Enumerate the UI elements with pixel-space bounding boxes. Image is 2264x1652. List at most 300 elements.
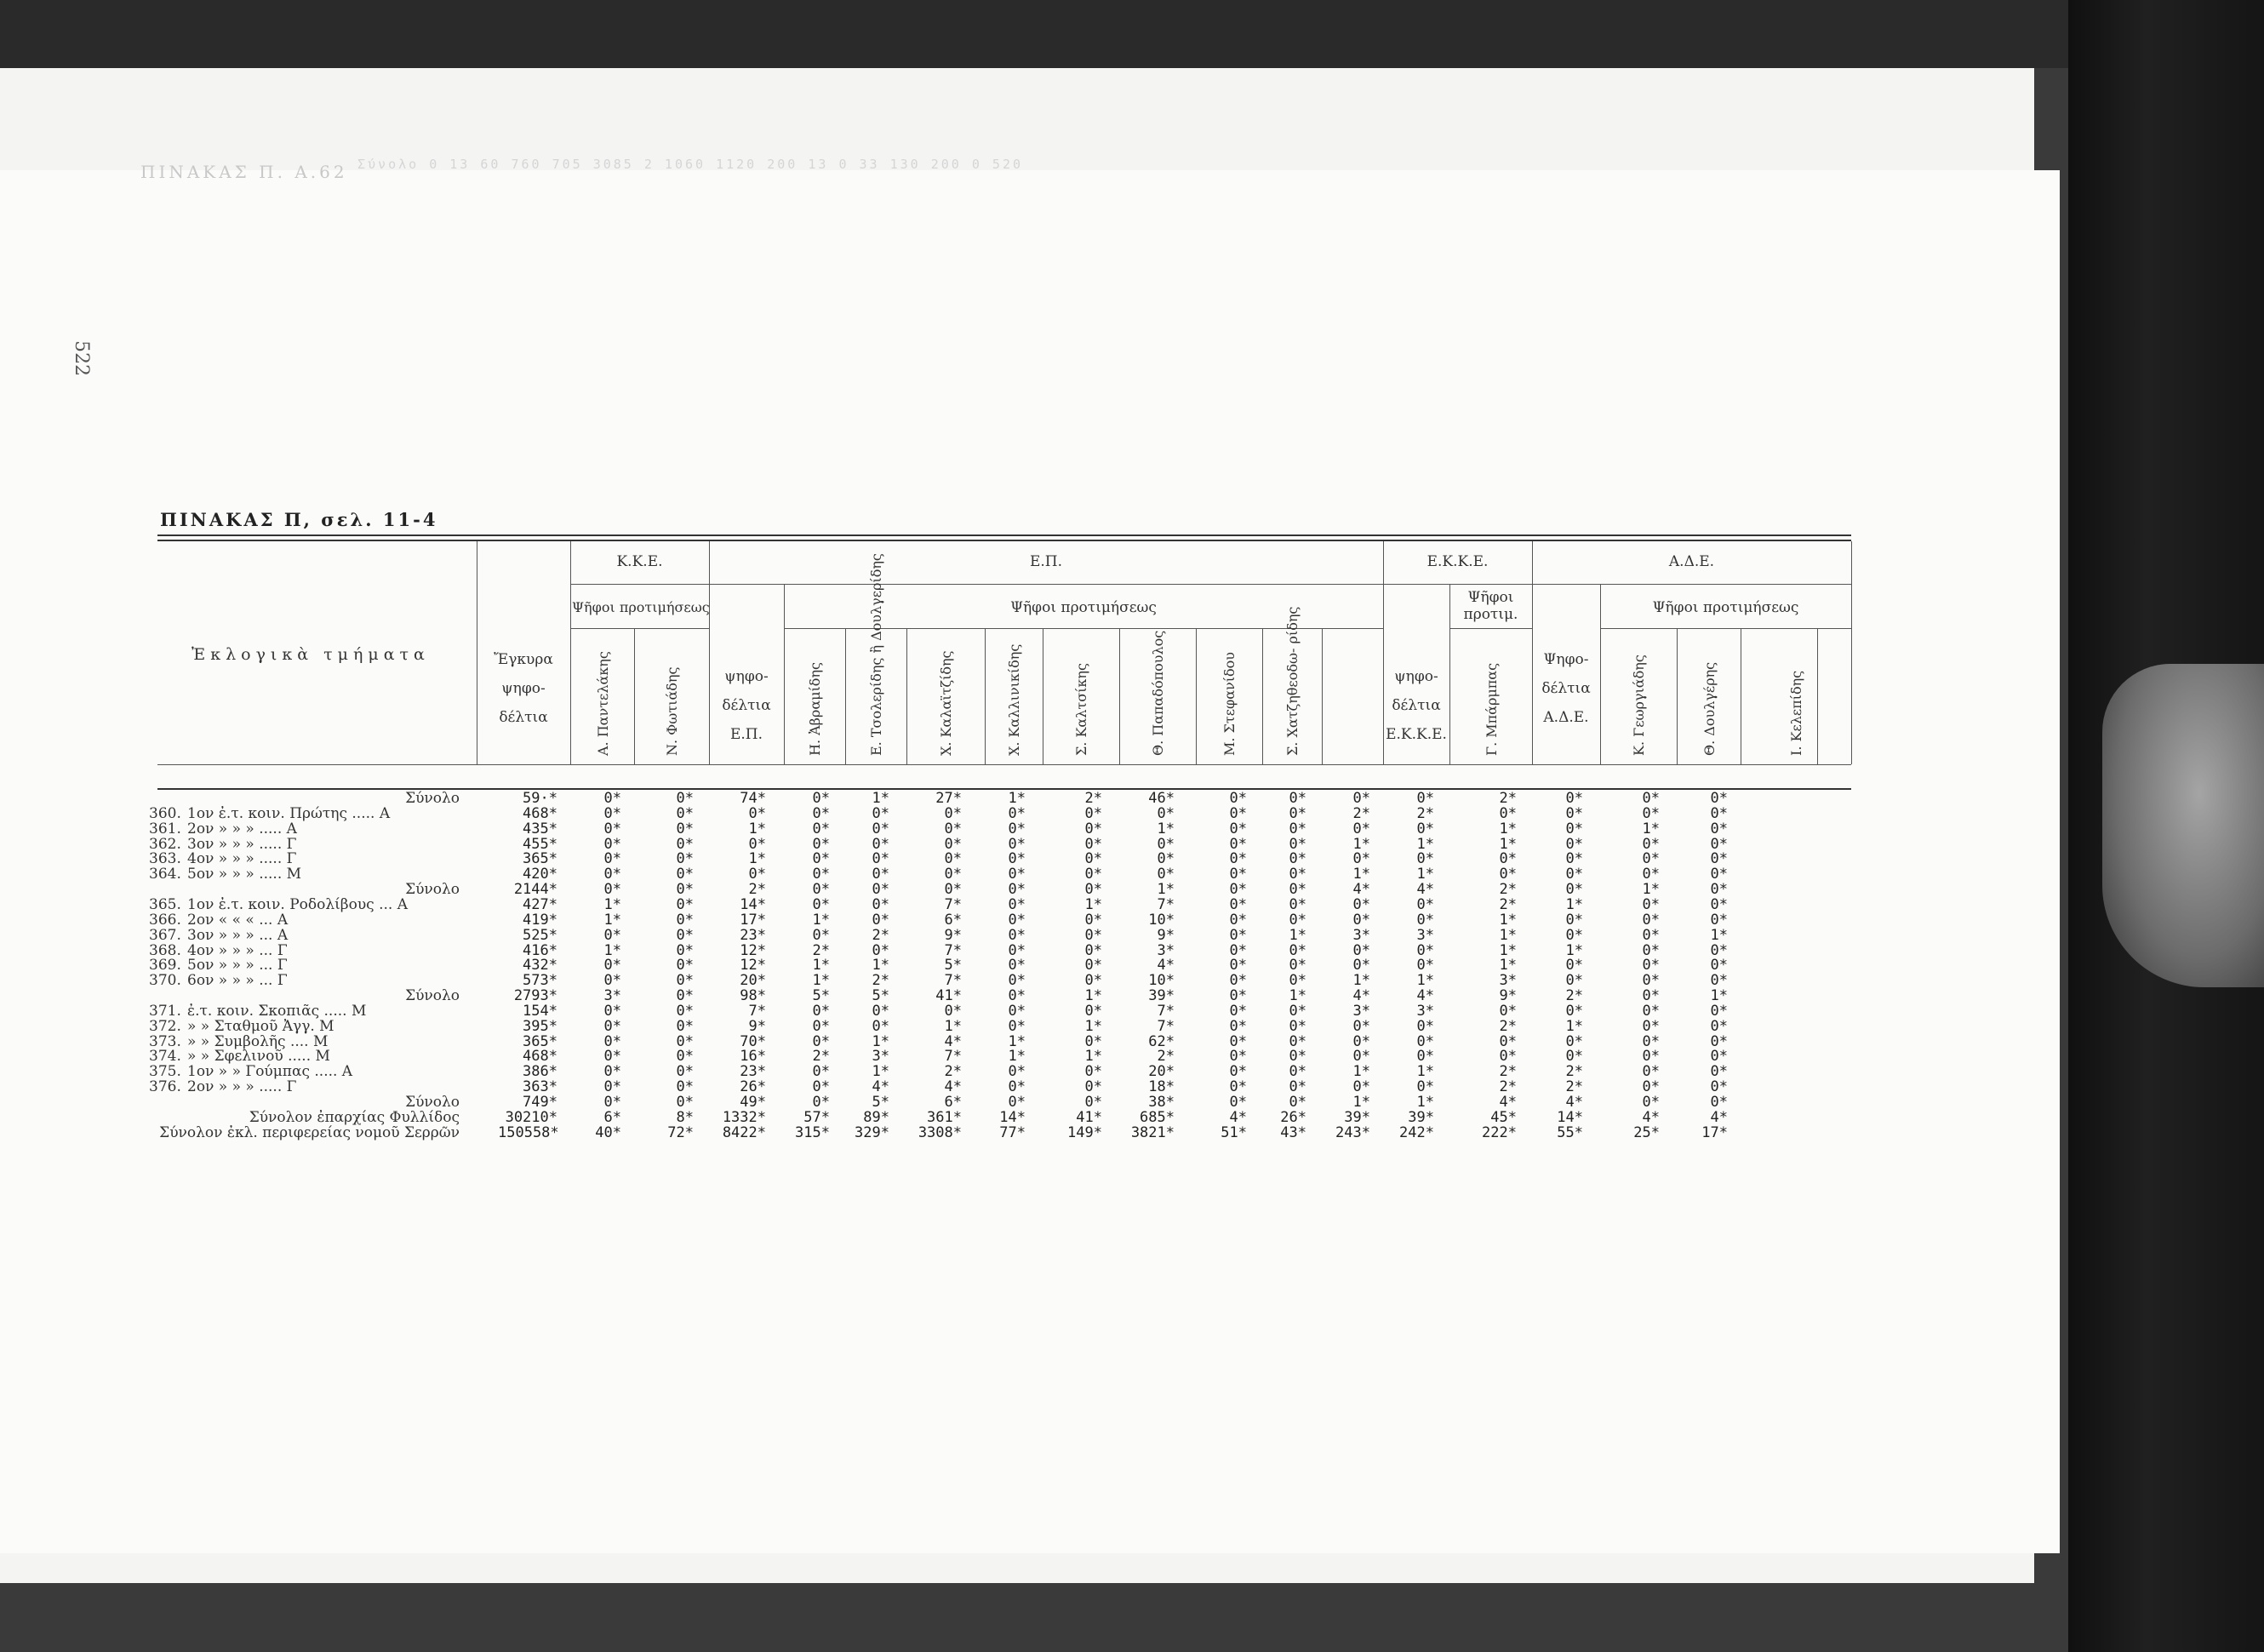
table-row xyxy=(149,835,1860,853)
cell-value: 3* xyxy=(1416,1002,1434,1020)
cell-value: 0* xyxy=(812,926,830,944)
cell-value: 0* xyxy=(676,926,694,944)
cell-value: 0* xyxy=(812,1078,830,1096)
cell-value: 5* xyxy=(872,1094,889,1111)
total-label: Σύνολον ἐπαρχίας Φυλλίδος xyxy=(249,1108,460,1126)
cell-value: 2* xyxy=(1499,895,1517,913)
row-number: 375. xyxy=(149,1063,181,1081)
cell-value: 0* xyxy=(1229,987,1247,1005)
cell-value: 386* xyxy=(523,1063,557,1081)
cell-value: 0* xyxy=(603,1063,621,1081)
cell-value: 0* xyxy=(1084,820,1102,837)
cell-value: 0* xyxy=(603,835,621,853)
cell-value: 525* xyxy=(523,926,557,944)
district-header: Ἐκλογικὰ τμήματα xyxy=(192,645,430,664)
cell-value: 0* xyxy=(944,804,962,822)
cell-value: 9* xyxy=(1157,926,1175,944)
cell-value: 0* xyxy=(1416,820,1434,837)
cell-value: 2* xyxy=(1352,804,1370,822)
candidate-header: Κ. Γεωργιάδης xyxy=(1631,655,1647,756)
cell-value: 0* xyxy=(603,972,621,990)
cell-value: 2* xyxy=(1416,804,1434,822)
cell-value: 0* xyxy=(1352,1048,1370,1066)
column-divider xyxy=(845,628,846,764)
cell-value: 9* xyxy=(748,1017,766,1035)
cell-value: 0* xyxy=(1710,972,1728,990)
cell-value: 12* xyxy=(740,941,766,959)
header-divider xyxy=(570,584,1851,585)
cell-value: 1* xyxy=(1416,835,1434,853)
cell-value: 5* xyxy=(812,987,830,1005)
cell-value: 0* xyxy=(1289,972,1306,990)
cell-value: 0* xyxy=(1565,820,1583,837)
row-number: 373. xyxy=(149,1032,181,1050)
cell-value: 0* xyxy=(1565,835,1583,853)
cell-value: 0* xyxy=(1289,881,1306,899)
cell-value: 0* xyxy=(1084,1002,1102,1020)
cell-value: 0* xyxy=(1565,790,1583,807)
cell-value: 70* xyxy=(740,1032,766,1050)
cell-value: 0* xyxy=(676,850,694,868)
cell-value: 154* xyxy=(523,1002,557,1020)
cell-value: 2144* xyxy=(513,881,557,899)
district-label: 4ον » » » ... Γ xyxy=(187,941,288,959)
cell-value: 2* xyxy=(812,941,830,959)
cell-value: 0* xyxy=(1642,866,1660,883)
cell-value: 0* xyxy=(1289,1078,1306,1096)
cell-value: 1* xyxy=(872,790,889,807)
party-ep: Ε.Π. xyxy=(1029,553,1063,570)
cell-value: 150558* xyxy=(498,1123,559,1141)
row-number: 367. xyxy=(149,926,181,944)
row-number: 363. xyxy=(149,850,181,868)
cell-value: 0* xyxy=(1642,1078,1660,1096)
cell-value: 455* xyxy=(523,835,557,853)
header-divider xyxy=(570,628,709,629)
cell-value: 0* xyxy=(1416,911,1434,929)
cell-value: 7* xyxy=(1157,895,1175,913)
cell-value: 0* xyxy=(676,957,694,975)
cell-value: 0* xyxy=(676,881,694,899)
cell-value: 2* xyxy=(812,1048,830,1066)
cell-value: 77* xyxy=(999,1123,1026,1141)
cell-value: 2* xyxy=(748,881,766,899)
cell-value: 7* xyxy=(1157,1002,1175,1020)
row-number: 368. xyxy=(149,941,181,959)
cell-value: 1* xyxy=(603,941,621,959)
candidate-header: Μ. Στεφανίδου xyxy=(1221,651,1238,756)
row-number: 366. xyxy=(149,911,181,929)
cell-value: 18* xyxy=(1148,1078,1175,1096)
cell-value: 0* xyxy=(1642,1094,1660,1111)
cell-value: 0* xyxy=(603,850,621,868)
cell-value: 0* xyxy=(1565,972,1583,990)
cell-value: 0* xyxy=(1008,1002,1026,1020)
cell-value: 0* xyxy=(1289,1017,1306,1035)
cell-value: 0* xyxy=(1642,926,1660,944)
cell-value: 0* xyxy=(1352,790,1370,807)
table-row xyxy=(149,1032,1860,1050)
district-label: » » Σταθμοῦ Ἀγγ. Μ xyxy=(187,1017,334,1035)
cell-value: 4* xyxy=(1499,1094,1517,1111)
cell-value: 6* xyxy=(944,911,962,929)
cell-value: 3308* xyxy=(918,1123,962,1141)
cell-value: 0* xyxy=(1084,1032,1102,1050)
cell-value: 0* xyxy=(676,911,694,929)
cell-value: 749* xyxy=(523,1094,557,1111)
cell-value: 0* xyxy=(1084,1063,1102,1081)
cell-value: 0* xyxy=(1710,1017,1728,1035)
column-divider xyxy=(1322,628,1323,764)
table-row xyxy=(149,1078,1860,1096)
cell-value: 0* xyxy=(1289,895,1306,913)
cell-value: 10* xyxy=(1148,972,1175,990)
cell-value: 0* xyxy=(1710,881,1728,899)
cell-value: 0* xyxy=(1416,941,1434,959)
cell-value: 72* xyxy=(667,1123,694,1141)
cell-value: 0* xyxy=(872,895,889,913)
cell-value: 2793* xyxy=(513,987,557,1005)
cell-value: 4* xyxy=(1352,881,1370,899)
bleed-through-row: Σύνολο 0 13 60 760 705 3085 2 1060 1120 200 13 0 33 130 200 0 520 xyxy=(357,157,1023,172)
cell-value: 435* xyxy=(523,820,557,837)
cell-value: 43* xyxy=(1280,1123,1306,1141)
cell-value: 0* xyxy=(676,941,694,959)
cell-value: 0* xyxy=(676,972,694,990)
cell-value: 0* xyxy=(748,804,766,822)
cell-value: 5* xyxy=(944,957,962,975)
cell-value: 0* xyxy=(1710,1002,1728,1020)
district-label: 3ον » » » ... Α xyxy=(187,926,289,944)
district-label: 4ον » » » ..... Γ xyxy=(187,850,297,868)
cell-value: 1* xyxy=(812,911,830,929)
cell-value: 0* xyxy=(748,866,766,883)
cell-value: 0* xyxy=(1642,957,1660,975)
cell-value: 0* xyxy=(1084,835,1102,853)
cell-value: 0* xyxy=(603,957,621,975)
cell-value: 8* xyxy=(676,1108,694,1126)
cell-value: 0* xyxy=(1008,881,1026,899)
candidate-header: Θ. Παπαδόπουλος xyxy=(1150,630,1166,756)
district-label: 5ον » » » ... Γ xyxy=(187,957,288,975)
cell-value: 0* xyxy=(944,835,962,853)
cell-value: 62* xyxy=(1148,1032,1175,1050)
cell-value: 1* xyxy=(1499,941,1517,959)
column-divider xyxy=(634,628,635,764)
cell-value: 0* xyxy=(1565,1032,1583,1050)
candidate-header: Ε. Τσολερίδης ἢ Δουλγερίδης xyxy=(868,553,884,756)
cell-value: 27* xyxy=(935,790,962,807)
cell-value: 20* xyxy=(740,972,766,990)
cell-value: 1* xyxy=(603,911,621,929)
cell-value: 0* xyxy=(1416,1017,1434,1035)
row-number: 376. xyxy=(149,1078,181,1096)
cell-value: 427* xyxy=(523,895,557,913)
cell-value: 4* xyxy=(872,1078,889,1096)
cell-value: 0* xyxy=(872,881,889,899)
cell-value: 0* xyxy=(1642,941,1660,959)
cell-value: 9* xyxy=(1499,987,1517,1005)
district-label: 5ον » » » ..... Μ xyxy=(187,866,302,883)
cell-value: 12* xyxy=(740,957,766,975)
cell-value: 1* xyxy=(1289,926,1306,944)
cell-value: 57* xyxy=(803,1108,830,1126)
cell-value: 38* xyxy=(1148,1094,1175,1111)
cell-value: 1* xyxy=(1352,866,1370,883)
candidate-header: Χ. Καλλινικίδης xyxy=(1006,643,1022,756)
cell-value: 2* xyxy=(1157,1048,1175,1066)
cell-value: 1* xyxy=(1084,895,1102,913)
cell-value: 1* xyxy=(1289,987,1306,1005)
cell-value: 0* xyxy=(812,804,830,822)
cell-value: 0* xyxy=(1710,1094,1728,1111)
cell-value: 0* xyxy=(1416,850,1434,868)
district-label: » » Συμβολῆς .... Μ xyxy=(187,1032,329,1050)
cell-value: 0* xyxy=(1565,1048,1583,1066)
table-row xyxy=(157,1124,1860,1140)
cell-value: 1* xyxy=(1352,1094,1370,1111)
cell-value: 0* xyxy=(872,804,889,822)
row-number: 362. xyxy=(149,835,181,853)
cell-value: 0* xyxy=(1710,911,1728,929)
cell-value: 1* xyxy=(1416,1063,1434,1081)
cell-value: 0* xyxy=(1229,1017,1247,1035)
cell-value: 0* xyxy=(1642,911,1660,929)
table-row xyxy=(149,850,1860,868)
cell-value: 0* xyxy=(676,835,694,853)
cell-value: 0* xyxy=(1352,820,1370,837)
ep-ballots-header: ψηφο- δέλτια Ε.Π. xyxy=(722,668,771,743)
cell-value: 4* xyxy=(1710,1108,1728,1126)
cell-value: 0* xyxy=(676,1063,694,1081)
cell-value: 0* xyxy=(872,941,889,959)
candidate-header: Η. Ἀβραμίδης xyxy=(807,662,823,756)
cell-value: 1* xyxy=(1499,911,1517,929)
cell-value: 1* xyxy=(872,957,889,975)
cell-value: 0* xyxy=(1084,1094,1102,1111)
cell-value: 2* xyxy=(872,926,889,944)
cell-value: 0* xyxy=(1710,895,1728,913)
cell-value: 0* xyxy=(1642,790,1660,807)
cell-value: 0* xyxy=(1499,1002,1517,1020)
ekke-ballots-header: ψηφο- δέλτια Ε.Κ.Κ.Ε. xyxy=(1386,668,1447,743)
cell-value: 0* xyxy=(1289,790,1306,807)
cell-value: 0* xyxy=(1084,972,1102,990)
cell-value: 0* xyxy=(1008,987,1026,1005)
cell-value: 0* xyxy=(1352,911,1370,929)
cell-value: 1* xyxy=(1642,820,1660,837)
cell-value: 1* xyxy=(1084,1048,1102,1066)
candidate-header: Ν. Φωτιάδης xyxy=(664,666,680,756)
cell-value: 416* xyxy=(523,941,557,959)
table-row xyxy=(149,911,1860,929)
cell-value: 0* xyxy=(1229,972,1247,990)
bleed-through-title: ΠΙΝΑΚΑΣ Π. Α.62 xyxy=(140,162,348,182)
cell-value: 8422* xyxy=(722,1123,766,1141)
cell-value: 1* xyxy=(1352,972,1370,990)
cell-value: 0* xyxy=(1289,866,1306,883)
cell-value: 0* xyxy=(812,820,830,837)
cell-value: 0* xyxy=(676,866,694,883)
table-row xyxy=(149,804,1860,822)
district-label: 2ον » » » ..... Α xyxy=(187,820,297,837)
cell-value: 0* xyxy=(1229,1063,1247,1081)
ekke-preference: Ψῆφοι προτιμ. xyxy=(1463,589,1518,623)
cell-value: 0* xyxy=(676,1002,694,1020)
cell-value: 0* xyxy=(872,1017,889,1035)
cell-value: 0* xyxy=(1008,941,1026,959)
cell-value: 0* xyxy=(603,866,621,883)
district-label: » » Σφελινοῦ ..... Μ xyxy=(187,1048,330,1066)
cell-value: 0* xyxy=(676,790,694,807)
cell-value: 0* xyxy=(1008,820,1026,837)
district-label: 6ον » » » ... Γ xyxy=(187,972,288,990)
cell-value: 0* xyxy=(1229,895,1247,913)
district-label: ἐ.τ. κοιν. Σκοπιᾶς ..... Μ xyxy=(187,1002,367,1020)
cell-value: 2* xyxy=(944,1063,962,1081)
cell-value: 0* xyxy=(944,1002,962,1020)
hand-shadow xyxy=(2102,664,2264,987)
cell-value: 5* xyxy=(872,987,889,1005)
cell-value: 0* xyxy=(1229,957,1247,975)
candidate-header: Χ. Καλαϊτζίδης xyxy=(938,650,954,756)
column-divider xyxy=(1851,541,1852,764)
cell-value: 1* xyxy=(1499,926,1517,944)
page-number: 522 xyxy=(71,340,92,376)
cell-value: 0* xyxy=(1229,1032,1247,1050)
cell-value: 0* xyxy=(1642,1017,1660,1035)
cell-value: 4* xyxy=(1565,1094,1583,1111)
kke-preference: Ψῆφοι προτιμήσεως xyxy=(572,599,710,615)
cell-value: 0* xyxy=(812,850,830,868)
cell-value: 0* xyxy=(1157,850,1175,868)
table-row xyxy=(157,1094,1860,1109)
cell-value: 0* xyxy=(1008,1078,1026,1096)
cell-value: 7* xyxy=(944,1048,962,1066)
cell-value: 0* xyxy=(1642,1032,1660,1050)
table-row xyxy=(157,790,1860,805)
column-divider xyxy=(906,628,907,764)
cell-value: 365* xyxy=(523,1032,557,1050)
cell-value: 0* xyxy=(1289,835,1306,853)
cell-value: 1* xyxy=(944,1017,962,1035)
header-divider xyxy=(157,764,1851,765)
cell-value: 41* xyxy=(1076,1108,1102,1126)
column-divider xyxy=(1119,628,1120,764)
cell-value: 0* xyxy=(1229,850,1247,868)
cell-value: 0* xyxy=(1565,957,1583,975)
cell-value: 0* xyxy=(1289,1048,1306,1066)
table-row xyxy=(149,895,1860,913)
cell-value: 1* xyxy=(1642,881,1660,899)
table-row xyxy=(157,1109,1860,1124)
candidate-header: Σ. Χατζηθεοδω- ρίδης xyxy=(1284,606,1301,756)
column-divider xyxy=(1677,628,1678,764)
cell-value: 0* xyxy=(676,1048,694,1066)
cell-value: 0* xyxy=(1710,957,1728,975)
cell-value: 0* xyxy=(1084,881,1102,899)
cell-value: 0* xyxy=(1565,911,1583,929)
cell-value: 0* xyxy=(603,804,621,822)
cell-value: 0* xyxy=(1710,1078,1728,1096)
cell-value: 3* xyxy=(603,987,621,1005)
cell-value: 685* xyxy=(1140,1108,1175,1126)
cell-value: 2* xyxy=(1499,881,1517,899)
cell-value: 0* xyxy=(676,1017,694,1035)
cell-value: 0* xyxy=(812,881,830,899)
cell-value: 363* xyxy=(523,1078,557,1096)
district-label: 1ον » » Γούμπας ..... Α xyxy=(187,1063,353,1081)
cell-value: 0* xyxy=(1289,850,1306,868)
cell-value: 0* xyxy=(812,1032,830,1050)
cell-value: 4* xyxy=(1229,1108,1247,1126)
cell-value: 0* xyxy=(1289,941,1306,959)
cell-value: 0* xyxy=(1565,804,1583,822)
table-row xyxy=(149,941,1860,959)
cell-value: 0* xyxy=(812,866,830,883)
cell-value: 10* xyxy=(1148,911,1175,929)
cell-value: 3* xyxy=(1157,941,1175,959)
cell-value: 6* xyxy=(603,1108,621,1126)
table-row xyxy=(149,926,1860,944)
header-divider xyxy=(1600,628,1851,629)
cell-value: 0* xyxy=(1565,926,1583,944)
column-divider xyxy=(1262,628,1263,764)
cell-value: 89* xyxy=(863,1108,889,1126)
cell-value: 0* xyxy=(1084,911,1102,929)
cell-value: 0* xyxy=(1642,895,1660,913)
cell-value: 2* xyxy=(1499,790,1517,807)
cell-value: 9* xyxy=(944,926,962,944)
cell-value: 315* xyxy=(795,1123,830,1141)
cell-value: 0* xyxy=(1352,1032,1370,1050)
table-row xyxy=(149,1017,1860,1035)
cell-value: 0* xyxy=(1008,866,1026,883)
table-row xyxy=(157,987,1860,1003)
column-divider xyxy=(709,541,710,764)
cell-value: 0* xyxy=(1229,911,1247,929)
cell-value: 23* xyxy=(740,926,766,944)
row-number: 360. xyxy=(149,804,181,822)
cell-value: 0* xyxy=(1499,850,1517,868)
table-row xyxy=(149,866,1860,883)
cell-value: 0* xyxy=(1710,804,1728,822)
cell-value: 0* xyxy=(676,895,694,913)
results-table xyxy=(149,534,1860,1249)
cell-value: 1* xyxy=(1710,926,1728,944)
cell-value: 0* xyxy=(812,1002,830,1020)
cell-value: 0* xyxy=(872,1002,889,1020)
cell-value: 0* xyxy=(1642,1048,1660,1066)
row-number: 371. xyxy=(149,1002,181,1020)
cell-value: 242* xyxy=(1399,1123,1434,1141)
table-row xyxy=(149,957,1860,975)
total-label: Σύνολο xyxy=(405,790,460,807)
cell-value: 0* xyxy=(812,895,830,913)
cell-value: 1* xyxy=(812,972,830,990)
row-number: 369. xyxy=(149,957,181,975)
cell-value: 573* xyxy=(523,972,557,990)
cell-value: 0* xyxy=(872,820,889,837)
cell-value: 1* xyxy=(872,1063,889,1081)
cell-value: 0* xyxy=(1229,1078,1247,1096)
cell-value: 0* xyxy=(1008,972,1026,990)
cell-value: 14* xyxy=(740,895,766,913)
cell-value: 1* xyxy=(1416,1094,1434,1111)
cell-value: 25* xyxy=(1633,1123,1660,1141)
cell-value: 0* xyxy=(603,1048,621,1066)
cell-value: 1* xyxy=(1008,1032,1026,1050)
